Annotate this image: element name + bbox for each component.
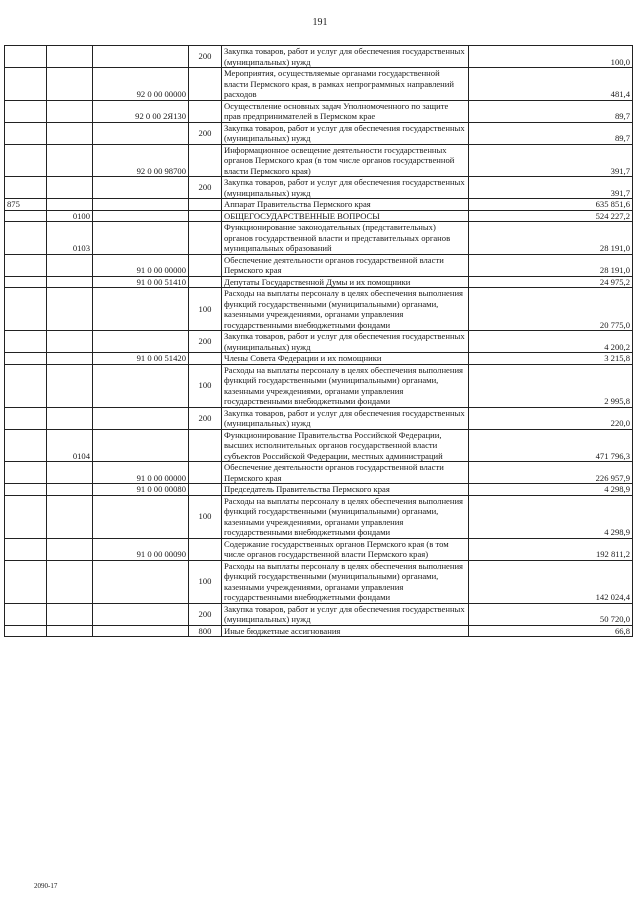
target-article-cell: 92 0 00 00000: [93, 68, 189, 101]
amount-cell: 89,7: [469, 100, 633, 122]
amount-cell: 4 298,9: [469, 484, 633, 496]
target-article-cell: 91 0 00 00000: [93, 462, 189, 484]
section-code-cell: [47, 68, 93, 101]
admin-code-cell: [5, 353, 47, 365]
section-code-cell: [47, 538, 93, 560]
admin-code-cell: 875: [5, 199, 47, 211]
section-code-cell: [47, 46, 93, 68]
target-article-cell: [93, 177, 189, 199]
admin-code-cell: [5, 495, 47, 538]
item-name-cell: Информационное освещение деятельности государственных органов Пермского края (в том числе органов государственной власти Пермского края): [222, 144, 469, 177]
table-row: [5, 331, 633, 353]
target-article-cell: 92 0 00 2Я130: [93, 100, 189, 122]
expense-type-cell: [189, 429, 222, 462]
expense-type-cell: [189, 538, 222, 560]
section-code-cell: [47, 331, 93, 353]
budget-table: [4, 45, 633, 637]
section-code-cell: [47, 254, 93, 276]
expense-type-cell: 100: [189, 364, 222, 407]
section-code-cell: [47, 364, 93, 407]
section-code-cell: 0104: [47, 429, 93, 462]
section-code-cell: 0100: [47, 210, 93, 222]
amount-cell: 50 720,0: [469, 603, 633, 625]
item-name-cell: Закупка товаров, работ и услуг для обеспечения государственных (муниципальных) нужд: [222, 177, 469, 199]
table-row: [5, 210, 633, 222]
expense-type-cell: 200: [189, 331, 222, 353]
amount-cell: 4 298,9: [469, 495, 633, 538]
table-row: [5, 429, 633, 462]
item-name-cell: Закупка товаров, работ и услуг для обеспечения государственных (муниципальных) нужд: [222, 331, 469, 353]
section-code-cell: [47, 353, 93, 365]
expense-type-cell: [189, 254, 222, 276]
item-name-cell: Закупка товаров, работ и услуг для обеспечения государственных (муниципальных) нужд: [222, 122, 469, 144]
item-name-cell: Председатель Правительства Пермского края: [222, 484, 469, 496]
amount-cell: 2 995,8: [469, 364, 633, 407]
admin-code-cell: [5, 144, 47, 177]
item-name-cell: Осуществление основных задач Уполномоченного по защите прав предпринимателей в Пермском крае: [222, 100, 469, 122]
item-name-cell: Расходы на выплаты персоналу в целях обеспечения выполнения функций государственными (муниципальными) органами, казенными учреждениями, органами управления государственными внебюджетными фондами: [222, 364, 469, 407]
table-row: [5, 222, 633, 255]
table-row: [5, 484, 633, 496]
expense-type-cell: 800: [189, 625, 222, 637]
amount-cell: 471 796,3: [469, 429, 633, 462]
admin-code-cell: [5, 407, 47, 429]
admin-code-cell: [5, 210, 47, 222]
item-name-cell: Расходы на выплаты персоналу в целях обеспечения выполнения функций государственными (муниципальными) органами, казенными учреждениями, органами управления государственными внебюджетными фондами: [222, 495, 469, 538]
admin-code-cell: [5, 364, 47, 407]
target-article-cell: 91 0 00 51420: [93, 353, 189, 365]
admin-code-cell: [5, 177, 47, 199]
section-code-cell: [47, 484, 93, 496]
table-row: [5, 276, 633, 288]
section-code-cell: 0103: [47, 222, 93, 255]
expense-type-cell: 200: [189, 603, 222, 625]
amount-cell: 220,0: [469, 407, 633, 429]
target-article-cell: [93, 122, 189, 144]
table-row: [5, 353, 633, 365]
table-row: [5, 603, 633, 625]
section-code-cell: [47, 407, 93, 429]
target-article-cell: [93, 210, 189, 222]
admin-code-cell: [5, 331, 47, 353]
expense-type-cell: 100: [189, 495, 222, 538]
expense-type-cell: [189, 199, 222, 211]
amount-cell: 635 851,6: [469, 199, 633, 211]
admin-code-cell: [5, 68, 47, 101]
admin-code-cell: [5, 538, 47, 560]
admin-code-cell: [5, 222, 47, 255]
section-code-cell: [47, 603, 93, 625]
amount-cell: 391,7: [469, 177, 633, 199]
item-name-cell: Закупка товаров, работ и услуг для обеспечения государственных (муниципальных) нужд: [222, 407, 469, 429]
table-row: [5, 254, 633, 276]
admin-code-cell: [5, 625, 47, 637]
item-name-cell: Закупка товаров, работ и услуг для обеспечения государственных (муниципальных) нужд: [222, 603, 469, 625]
admin-code-cell: [5, 462, 47, 484]
item-name-cell: Обеспечение деятельности органов государственной власти Пермского края: [222, 254, 469, 276]
admin-code-cell: [5, 603, 47, 625]
expense-type-cell: 200: [189, 46, 222, 68]
item-name-cell: ОБЩЕГОСУДАРСТВЕННЫЕ ВОПРОСЫ: [222, 210, 469, 222]
target-article-cell: 91 0 00 00090: [93, 538, 189, 560]
target-article-cell: 92 0 00 98700: [93, 144, 189, 177]
admin-code-cell: [5, 254, 47, 276]
amount-cell: 481,4: [469, 68, 633, 101]
table-row: [5, 462, 633, 484]
amount-cell: 524 227,2: [469, 210, 633, 222]
amount-cell: 20 775,0: [469, 288, 633, 331]
table-row: [5, 144, 633, 177]
amount-cell: 391,7: [469, 144, 633, 177]
section-code-cell: [47, 560, 93, 603]
admin-code-cell: [5, 276, 47, 288]
section-code-cell: [47, 625, 93, 637]
amount-cell: 142 024,4: [469, 560, 633, 603]
target-article-cell: [93, 603, 189, 625]
admin-code-cell: [5, 429, 47, 462]
admin-code-cell: [5, 100, 47, 122]
amount-cell: 4 200,2: [469, 331, 633, 353]
section-code-cell: [47, 495, 93, 538]
section-code-cell: [47, 122, 93, 144]
amount-cell: 66,8: [469, 625, 633, 637]
target-article-cell: [93, 331, 189, 353]
table-row: [5, 538, 633, 560]
item-name-cell: Функционирование законодательных (представительных) органов государственной власти и представительных органов муниципальных образований: [222, 222, 469, 255]
target-article-cell: 91 0 00 00080: [93, 484, 189, 496]
table-row: [5, 177, 633, 199]
page-number: 191: [312, 17, 328, 28]
amount-cell: 24 975,2: [469, 276, 633, 288]
table-row: [5, 364, 633, 407]
item-name-cell: Депутаты Государственной Думы и их помощники: [222, 276, 469, 288]
expense-type-cell: [189, 144, 222, 177]
item-name-cell: Мероприятия, осуществляемые органами государственной власти Пермского края, в рамках непрограммных направлений расходов: [222, 68, 469, 101]
expense-type-cell: [189, 100, 222, 122]
item-name-cell: Расходы на выплаты персоналу в целях обеспечения выполнения функций государственными (муниципальными) органами, казенными учреждениями, органами управления государственными внебюджетными фондами: [222, 288, 469, 331]
table-row: [5, 625, 633, 637]
table-row: [5, 288, 633, 331]
item-name-cell: Закупка товаров, работ и услуг для обеспечения государственных (муниципальных) нужд: [222, 46, 469, 68]
target-article-cell: [93, 495, 189, 538]
footer-code: 2090-17: [34, 882, 58, 890]
table-body: [5, 46, 633, 637]
target-article-cell: [93, 222, 189, 255]
table-row: [5, 560, 633, 603]
item-name-cell: Члены Совета Федерации и их помощники: [222, 353, 469, 365]
expense-type-cell: [189, 462, 222, 484]
amount-cell: 226 957,9: [469, 462, 633, 484]
expense-type-cell: [189, 484, 222, 496]
amount-cell: 100,0: [469, 46, 633, 68]
section-code-cell: [47, 462, 93, 484]
item-name-cell: Иные бюджетные ассигнования: [222, 625, 469, 637]
expense-type-cell: 200: [189, 122, 222, 144]
target-article-cell: [93, 625, 189, 637]
section-code-cell: [47, 177, 93, 199]
section-code-cell: [47, 276, 93, 288]
expense-type-cell: 200: [189, 407, 222, 429]
item-name-cell: Обеспечение деятельности органов государственной власти Пермского края: [222, 462, 469, 484]
expense-type-cell: [189, 222, 222, 255]
item-name-cell: Функционирование Правительства Российской Федерации, высших исполнительных органов государственной власти субъектов Российской Федерации, местных администраций: [222, 429, 469, 462]
target-article-cell: [93, 46, 189, 68]
expense-type-cell: 100: [189, 288, 222, 331]
expense-type-cell: [189, 276, 222, 288]
target-article-cell: 91 0 00 00000: [93, 254, 189, 276]
admin-code-cell: [5, 122, 47, 144]
admin-code-cell: [5, 46, 47, 68]
item-name-cell: Расходы на выплаты персоналу в целях обеспечения выполнения функций государственными (муниципальными) органами, казенными учреждениями, органами управления государственными внебюджетными фондами: [222, 560, 469, 603]
admin-code-cell: [5, 288, 47, 331]
expense-type-cell: [189, 353, 222, 365]
target-article-cell: [93, 560, 189, 603]
amount-cell: 192 811,2: [469, 538, 633, 560]
expense-type-cell: [189, 210, 222, 222]
target-article-cell: [93, 429, 189, 462]
amount-cell: 89,7: [469, 122, 633, 144]
table-row: [5, 46, 633, 68]
target-article-cell: [93, 288, 189, 331]
table-row: [5, 495, 633, 538]
expense-type-cell: 200: [189, 177, 222, 199]
table-row: [5, 100, 633, 122]
target-article-cell: [93, 364, 189, 407]
amount-cell: 28 191,0: [469, 254, 633, 276]
section-code-cell: [47, 199, 93, 211]
table-row: [5, 199, 633, 211]
table-row: [5, 407, 633, 429]
target-article-cell: 91 0 00 51410: [93, 276, 189, 288]
section-code-cell: [47, 100, 93, 122]
target-article-cell: [93, 407, 189, 429]
target-article-cell: [93, 199, 189, 211]
admin-code-cell: [5, 484, 47, 496]
item-name-cell: Содержание государственных органов Пермского края (в том числе органов государственной власти Пермского края): [222, 538, 469, 560]
table-row: [5, 68, 633, 101]
expense-type-cell: [189, 68, 222, 101]
item-name-cell: Аппарат Правительства Пермского края: [222, 199, 469, 211]
amount-cell: 3 215,8: [469, 353, 633, 365]
expense-type-cell: 100: [189, 560, 222, 603]
admin-code-cell: [5, 560, 47, 603]
amount-cell: 28 191,0: [469, 222, 633, 255]
section-code-cell: [47, 288, 93, 331]
table-row: [5, 122, 633, 144]
section-code-cell: [47, 144, 93, 177]
